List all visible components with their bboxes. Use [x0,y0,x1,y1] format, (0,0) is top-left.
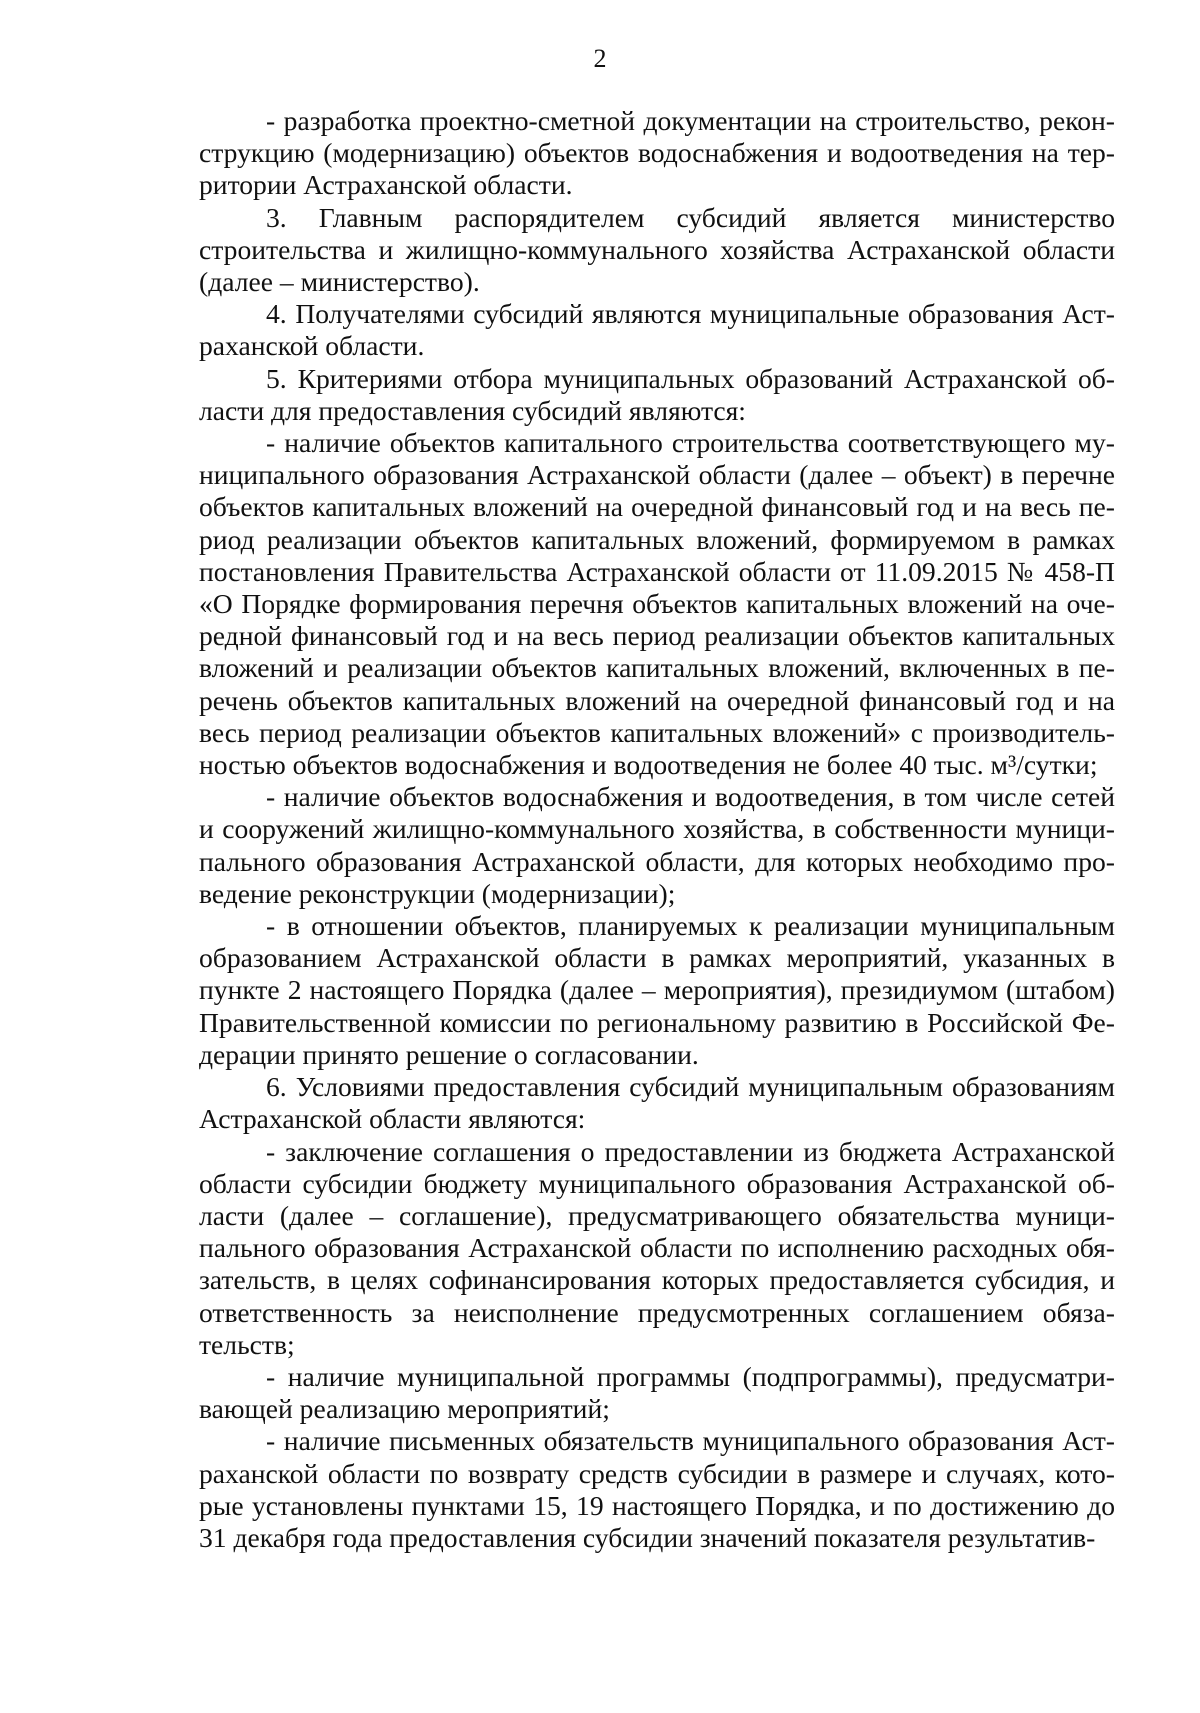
paragraph: 6. Условиями предоставления субсидий муниципальным образованиям Астраханской области являются: [199,1071,1115,1135]
document-body [199,105,1115,1554]
paragraph: - наличие объектов капитального строительства соответствующего муниципального образования Астраханской области (далее – объект) в перечне объектов капитальных вложений на очередной финансовый год и на весь период реализации объектов капитальных вложений, формируемом в рамках постановления Правительства Астраханской области от 11.09.2015 № 458-П «О Порядке формирования перечня объектов капитальных вложений на очередной финансовый год и на весь период реализации объектов капитальных вложений и реализации объектов капитальных вложений, включенных в перечень объектов капитальных вложений на очередной финансовый год и на весь период реализации объектов капитальных вложений» с производительностью объектов водоснабжения и водоотведения не более 40 тыс. м³/сутки; [199,427,1115,781]
paragraph: 3. Главным распорядителем субсидий является министерство строительства и жилищно-коммунального хозяйства Астраханской области (далее – министерство). [199,201,1115,298]
paragraph: - наличие объектов водоснабжения и водоотведения, в том числе сетей и сооружений жилищно-коммунального хозяйства, в собственности муниципального образования Астраханской области, для которых необходимо проведение реконструкции (модернизации); [199,781,1115,909]
page-number: 2 [593,44,607,73]
paragraph: - заключение соглашения о предоставлении из бюджета Астраханской области субсидии бюджету муниципального образования Астраханской области (далее – соглашение), предусматривающего обязательства муниципального образования Астраханской области по исполнению расходных обязательств, в целях софинансирования которых предоставляется субсидия, и ответственность за неисполнение предусмотренных соглашением обязательств; [199,1135,1115,1360]
paragraph: - наличие письменных обязательств муниципального образования Астраханской области по возврату средств субсидии в размере и случаях, которые установлены пунктами 15, 19 настоящего Порядка, и по достижению до 31 декабря года предоставления субсидии значений показателя результатив- [199,1425,1115,1553]
paragraph: - наличие муниципальной программы (подпрограммы), предусматривающей реализацию мероприятий; [199,1360,1115,1425]
paragraph: - в отношении объектов, планируемых к реализации муниципальным образованием Астраханской области в рамках мероприятий, указанных в пункте 2 настоящего Порядка (далее – мероприятия), президиумом (штабом) Правительственной комиссии по региональному развитию в Российской Федерации принято решение о согласовании. [199,910,1115,1070]
paragraph: - разработка проектно-сметной документации на строительство, реконструкцию (модернизацию) объектов водоснабжения и водоотведения на территории Астраханской области. [199,105,1115,201]
paragraph: 5. Критериями отбора муниципальных образований Астраханской области для предоставления субсидий являются: [199,362,1115,426]
paragraph: 4. Получателями субсидий являются муниципальные образования Астраханской области. [199,298,1115,362]
